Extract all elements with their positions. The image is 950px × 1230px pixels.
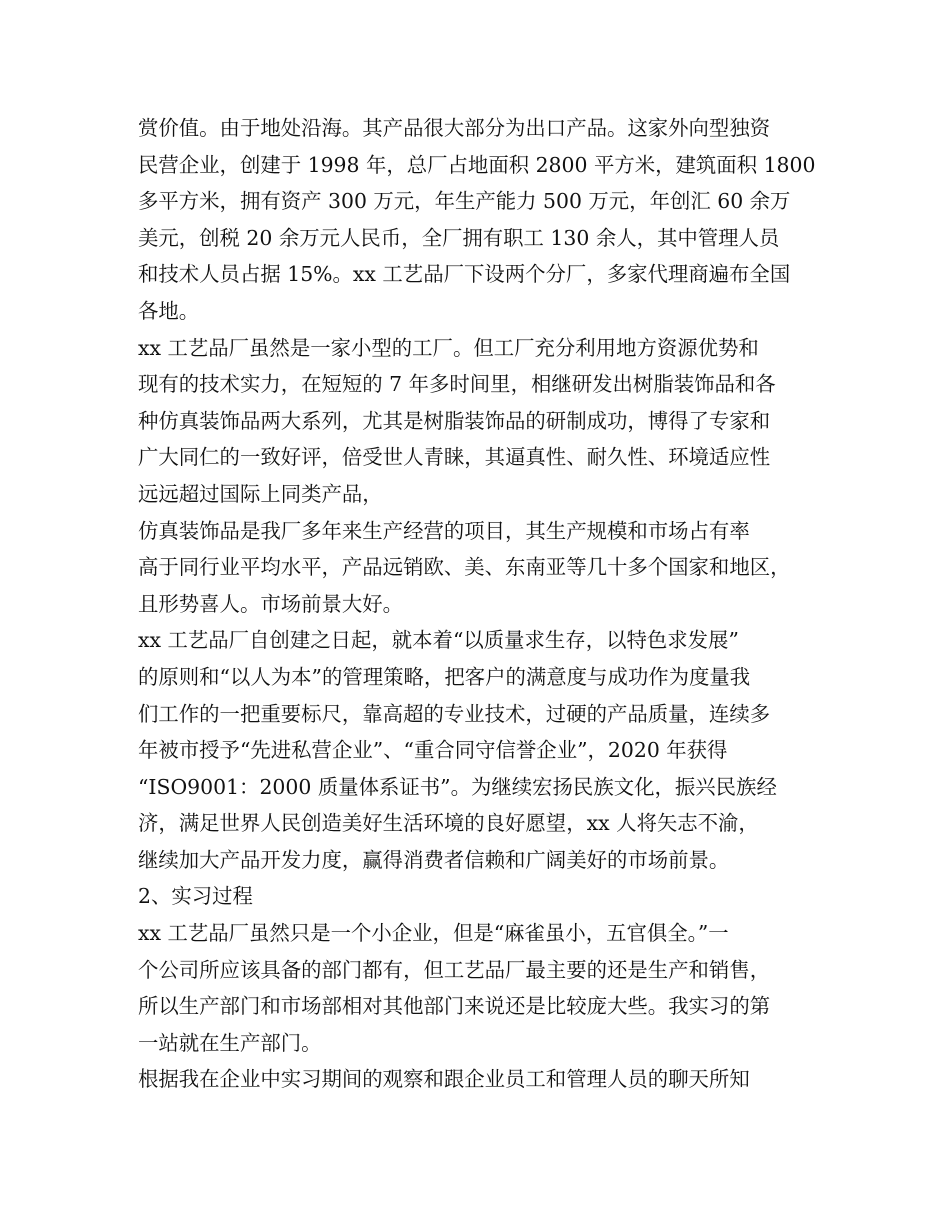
text-line: 现有的技术实力，在短短的 7 年多时间里，相继研发出树脂装饰品和各 (138, 372, 776, 397)
text-line: 且形势喜人。市场前景大好。 (138, 591, 404, 616)
text-line: 高于同行业平均水平，产品远销欧、美、东南亚等几十多个国家和地区， (138, 555, 791, 580)
text-line: 广大同仁的一致好评，倍受世人青睐，其逼真性、耐久性、环境适应性 (138, 445, 771, 470)
text-line: 个公司所应该具备的部门都有，但工艺品厂最主要的还是生产和销售， (138, 957, 771, 982)
text-line: 根据我在企业中实习期间的观察和跟企业员工和管理人员的聊天所知 (138, 1067, 750, 1092)
text-line: 各地。 (138, 298, 200, 323)
text-line: 的原则和“以人为本”的管理策略，把客户的满意度与成功作为度量我 (138, 664, 751, 689)
text-line: 种仿真装饰品两大系列，尤其是树脂装饰品的研制成功，博得了专家和 (138, 408, 771, 433)
text-line: 所以生产部门和市场部相对其他部门来说还是比较庞大些。我实习的第 (138, 994, 771, 1019)
text-line: 和技术人员占据 15%。xx 工艺品厂下设两个分厂，多家代理商遍布全国 (138, 262, 791, 287)
text-line: 美元，创税 20 余万元人民币，全厂拥有职工 130 余人，其中管理人员 (138, 225, 780, 250)
text-line: 赏价值。由于地处沿海。其产品很大部分为出口产品。这家外向型独资 (138, 116, 771, 140)
text-line: 一站就在生产部门。 (138, 1030, 322, 1055)
text-line: 民营企业，创建于 1998 年，总厂占地面积 2800 平方米，建筑面积 1800 (138, 152, 816, 177)
document-body (138, 110, 828, 1098)
text-line: xx 工艺品厂虽然只是一个小企业，但是“麻雀虽小，五官俱全。”一 (138, 921, 729, 946)
text-line: 仿真装饰品是我厂多年来生产经营的项目，其生产规模和市场占有率 (138, 518, 750, 543)
text-line: “ISO9001：2000 质量体系证书”。为继续宏扬民族文化，振兴民族经 (138, 774, 777, 799)
text-line: 远远超过国际上同类产品， (138, 481, 383, 506)
section-heading: 2、实习过程 (138, 884, 253, 909)
text-line: 济，满足世界人民创造美好生活环境的良好愿望，xx 人将矢志不渝， (138, 811, 759, 836)
text-line: 多平方米，拥有资产 300 万元，年生产能力 500 万元，年创汇 60 余万 (138, 189, 791, 214)
text-line: xx 工艺品厂自创建之日起，就本着“以质量求生存，以特色求发展” (138, 628, 739, 653)
text-line: 们工作的一把重要标尺，靠高超的专业技术，过硬的产品质量，连续多 (138, 701, 771, 726)
text-line: xx 工艺品厂虽然是一家小型的工厂。但工厂充分利用地方资源优势和 (138, 335, 759, 360)
text-line: 年被市授予“先进私营企业”、“重合同守信誉企业”，2020 年获得 (138, 738, 728, 763)
text-line: 继续加大产品开发力度，赢得消费者信赖和广阔美好的市场前景。 (138, 847, 730, 872)
